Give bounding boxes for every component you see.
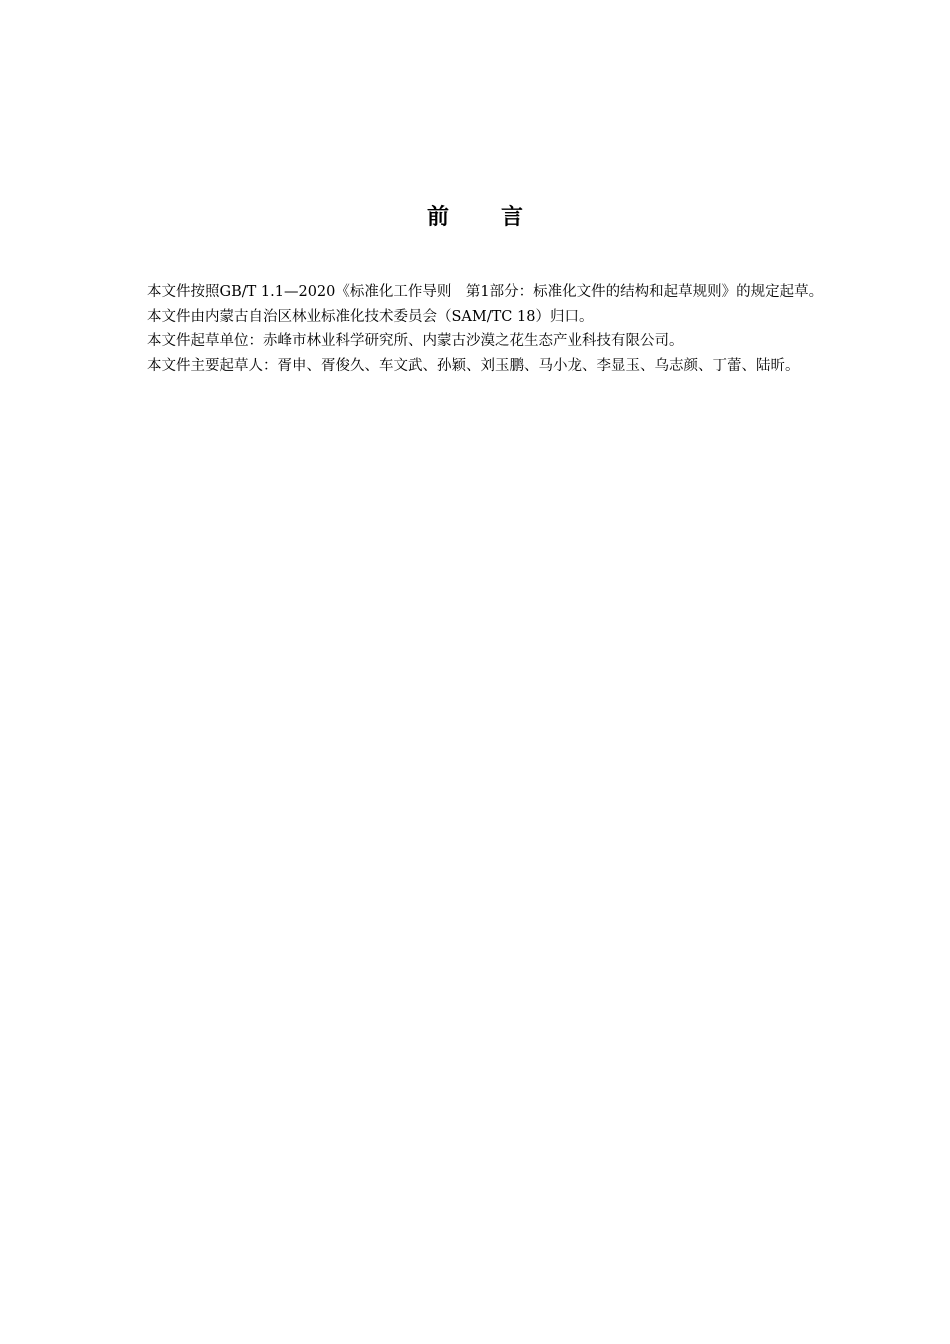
paragraph-drafters: 本文件主要起草人：胥申、胥俊久、车文武、孙颖、刘玉鹏、马小龙、李显玉、乌志颜、丁蕾、陆昕。: [147, 357, 800, 374]
foreword-body: [113, 280, 860, 378]
paragraph-drafting-units: 本文件起草单位：赤峰市林业科学研究所、内蒙古沙漠之花生态产业科技有限公司。: [147, 333, 684, 349]
page-title: [0, 200, 950, 231]
title-char-1: 前: [426, 205, 449, 230]
title-char-2: 言: [501, 205, 524, 230]
paragraph-committee: 本文件由内蒙古自治区林业标准化技术委员会（SAM/TC 18）归口。: [147, 308, 594, 325]
paragraph-drafting-rules: 本文件按照GB/T 1.1—2020《标准化工作导则 第1部分：标准化文件的结构和起草规则》的规定起草。: [147, 284, 824, 300]
